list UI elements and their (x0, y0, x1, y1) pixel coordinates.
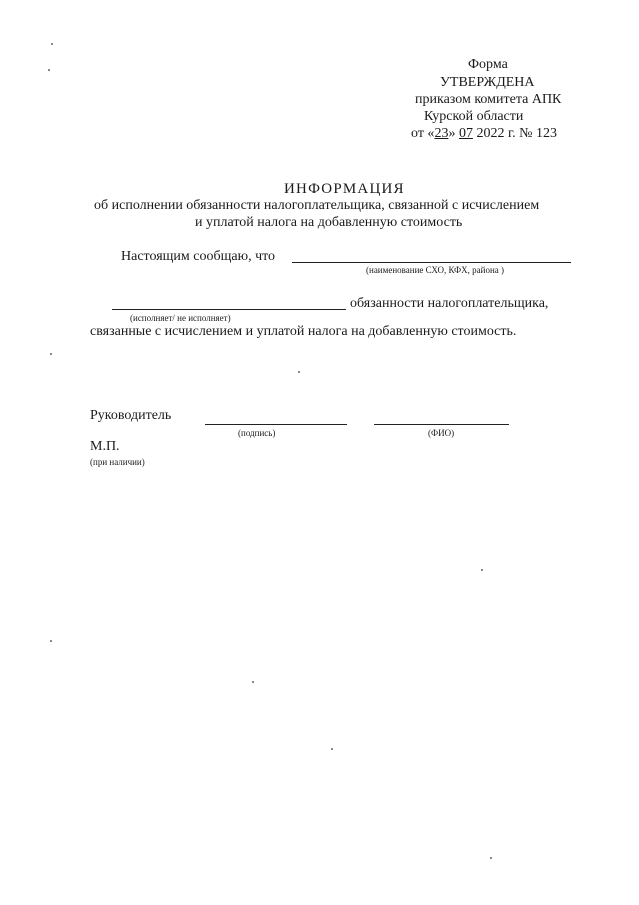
scan-speck (298, 371, 300, 373)
stamp-note: (при наличии) (90, 457, 145, 467)
scan-speck (481, 569, 483, 571)
fulfillment-status-caption: (исполняет/ не исполняет) (130, 313, 231, 323)
date-suffix: 2022 г. № 123 (472, 126, 557, 141)
full-name-field (374, 424, 509, 425)
scan-speck (51, 43, 53, 45)
related-text: связанные с исчислением и уплатой налога на добавленную стоимость. (90, 324, 517, 339)
scan-speck (50, 353, 52, 355)
scan-speck (50, 640, 52, 642)
scan-speck (331, 748, 333, 750)
scan-speck (490, 857, 492, 859)
region-label: Курской области (424, 109, 524, 124)
date-day: 23 (434, 126, 449, 141)
date-month: 07 (458, 126, 473, 141)
order-label: приказом комитета АПК (415, 92, 562, 107)
organization-name-field (292, 262, 571, 263)
obligations-text: обязанности налогоплательщика, (350, 296, 549, 311)
stamp-label: М.П. (90, 439, 120, 454)
title-line-1: об исполнении обязанности налогоплательщика, связанной с исчислением (94, 198, 540, 213)
title-line-2: и уплатой налога на добавленную стоимость (195, 215, 463, 230)
signature-field (205, 424, 347, 425)
fulfillment-status-field (112, 309, 346, 310)
date-prefix: от « (411, 126, 435, 141)
organization-name-caption: (наименование СХО, КФХ, района ) (366, 265, 505, 275)
document-title: ИНФОРМАЦИЯ (284, 181, 405, 197)
head-role-label: Руководитель (90, 408, 172, 423)
form-label: Форма (468, 57, 508, 72)
approval-date (411, 126, 557, 142)
scan-speck (252, 681, 254, 683)
notify-text: Настоящим сообщаю, что (121, 249, 276, 264)
signature-caption: (подпись) (238, 428, 276, 438)
full-name-caption: (ФИО) (428, 428, 455, 438)
approved-label: УТВЕРЖДЕНА (440, 75, 535, 90)
scan-speck (48, 69, 50, 71)
date-separator: » (448, 126, 459, 141)
